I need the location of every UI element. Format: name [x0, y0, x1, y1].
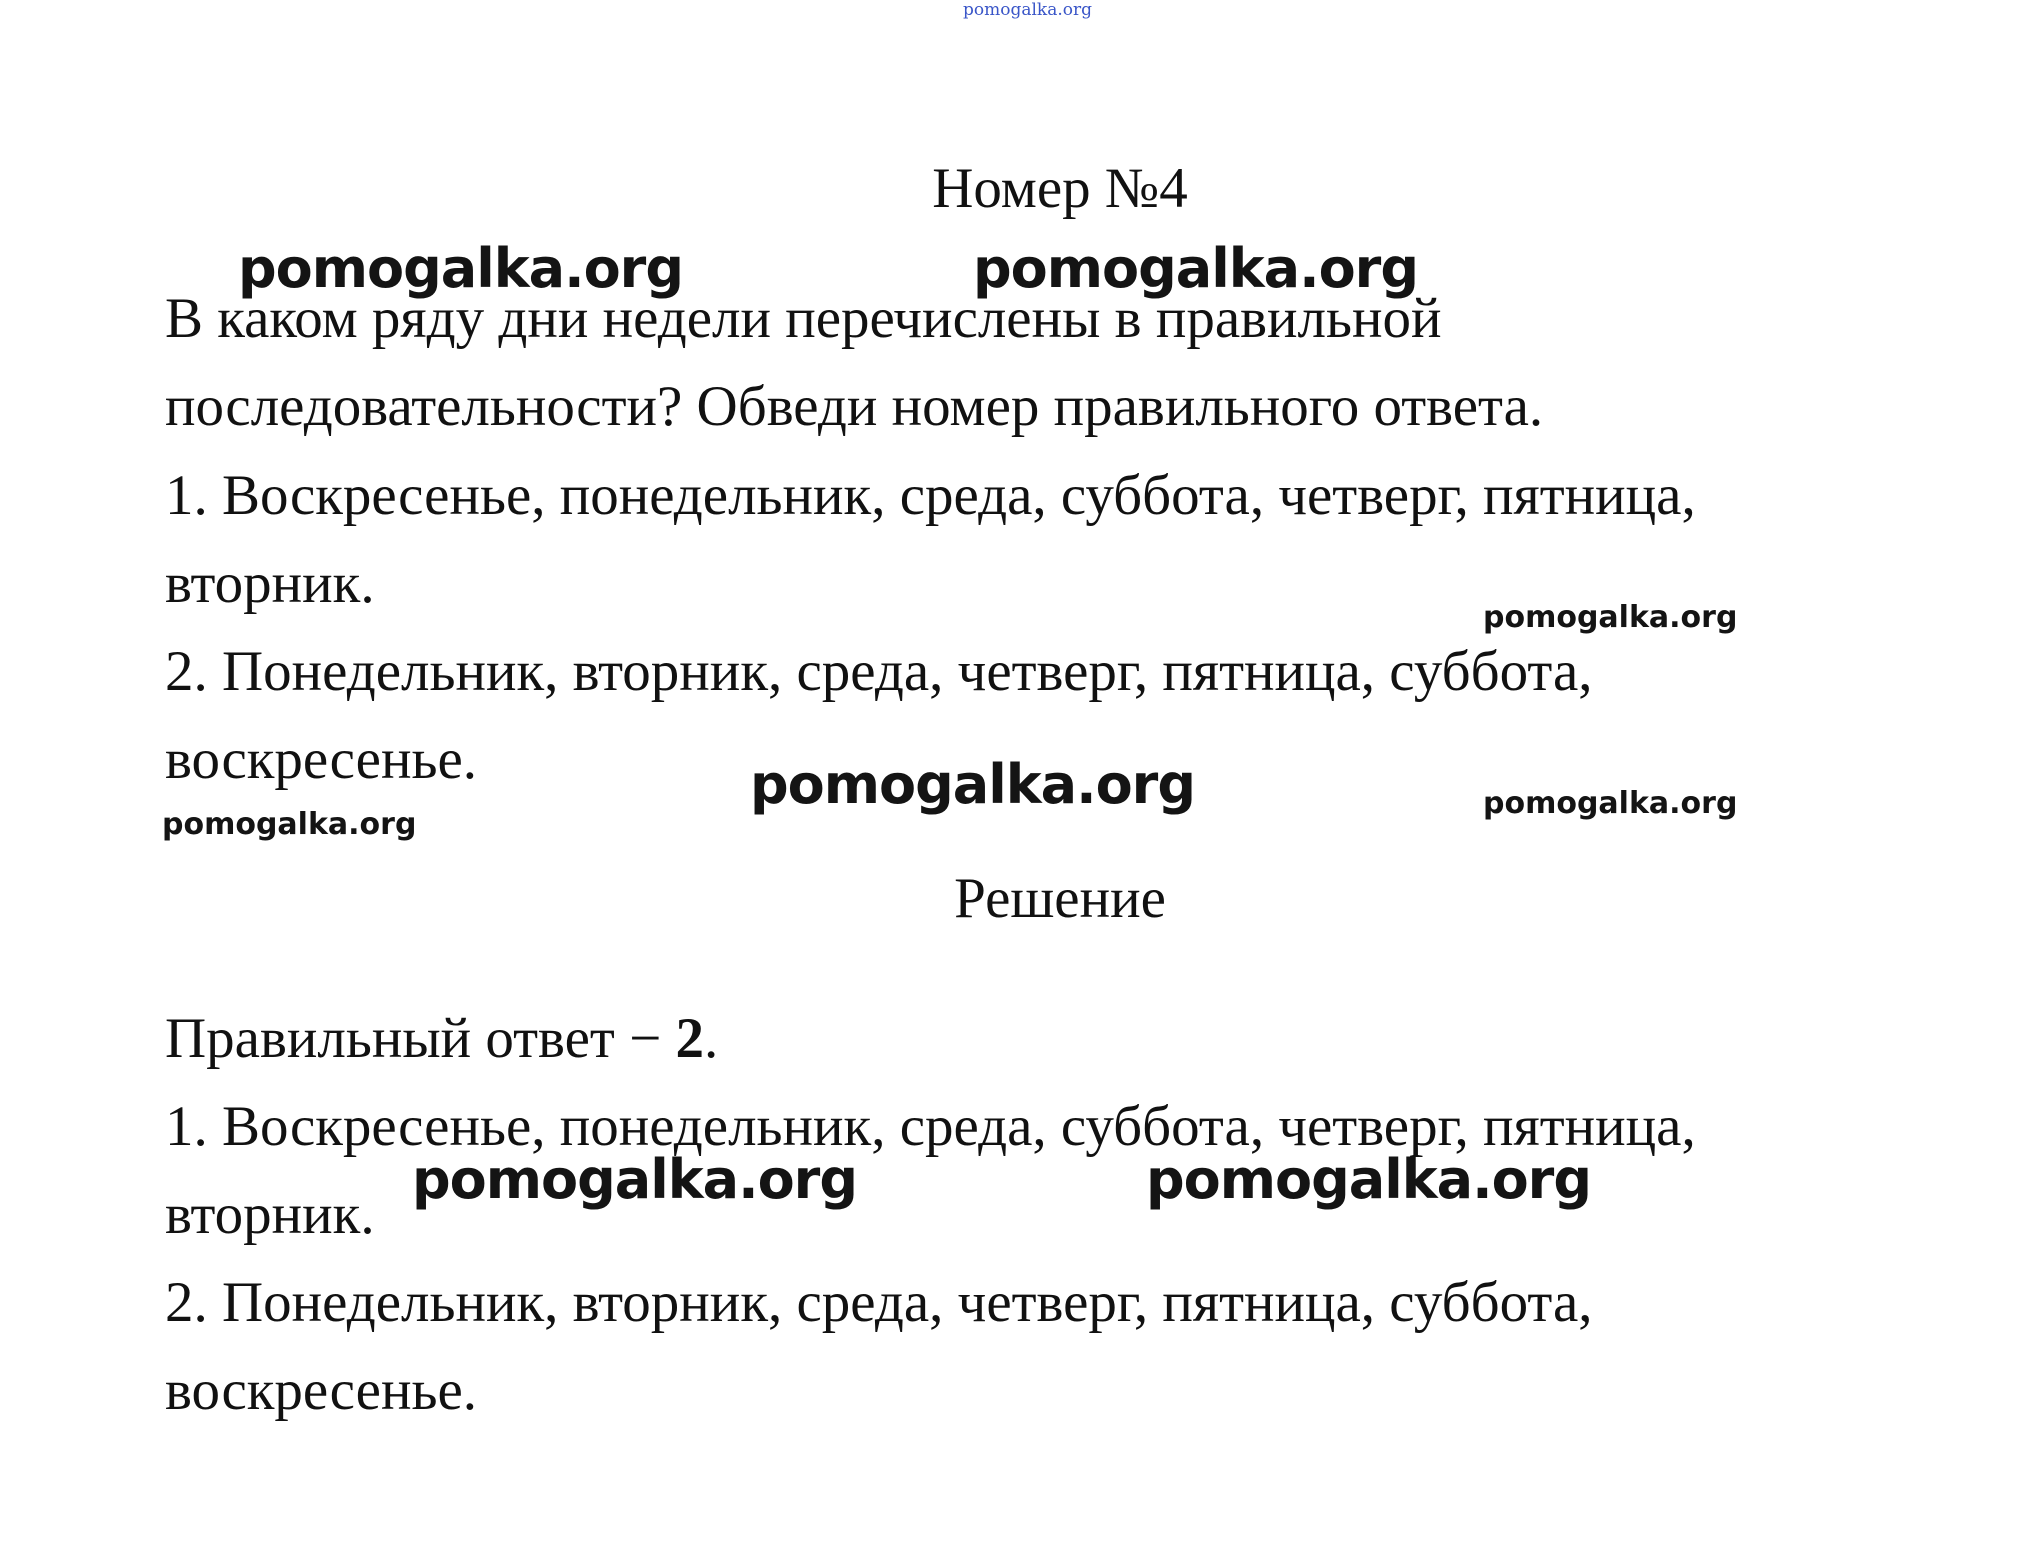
answer-suffix: . [703, 1007, 719, 1070]
solution-heading: Решение [954, 867, 1166, 930]
watermark: pomogalka.org [1146, 1148, 1591, 1211]
question-option-2-line-1: 2. Понедельник, вторник, среда, четверг, пятница, суббота, [165, 640, 1593, 703]
watermark: pomogalka.org [750, 753, 1195, 816]
question-option-1-line-1: 1. Воскресенье, понедельник, среда, суббота, четверг, пятница, [165, 464, 1696, 527]
solution-option-1-line-2: вторник. [165, 1183, 375, 1246]
question-line-1: В каком ряду дни недели перечислены в правильной [165, 287, 1442, 350]
solution-option-1-line-1: 1. Воскресенье, понедельник, среда, суббота, четверг, пятница, [165, 1095, 1696, 1158]
answer-prefix: Правильный ответ − [165, 1007, 676, 1070]
page-title: Номер №4 [932, 157, 1188, 220]
solution-option-2-line-2: воскресенье. [165, 1359, 477, 1422]
question-line-2: последовательности? Обведи номер правильного ответа. [165, 375, 1544, 438]
question-option-1-line-2: вторник. [165, 552, 375, 615]
watermark: pomogalka.org [162, 807, 417, 842]
answer-line [165, 1007, 719, 1070]
question-option-2-line-2: воскресенье. [165, 728, 477, 791]
watermark: pomogalka.org [238, 237, 683, 300]
solution-option-2-line-1: 2. Понедельник, вторник, среда, четверг, пятница, суббота, [165, 1271, 1593, 1334]
watermark: pomogalka.org [1483, 600, 1738, 635]
answer-value: 2 [675, 1007, 704, 1070]
watermark: pomogalka.org [973, 237, 1418, 300]
watermark: pomogalka.org [412, 1148, 857, 1211]
watermark: pomogalka.org [1483, 786, 1738, 821]
top-watermark: pomogalka.org [963, 0, 1093, 20]
